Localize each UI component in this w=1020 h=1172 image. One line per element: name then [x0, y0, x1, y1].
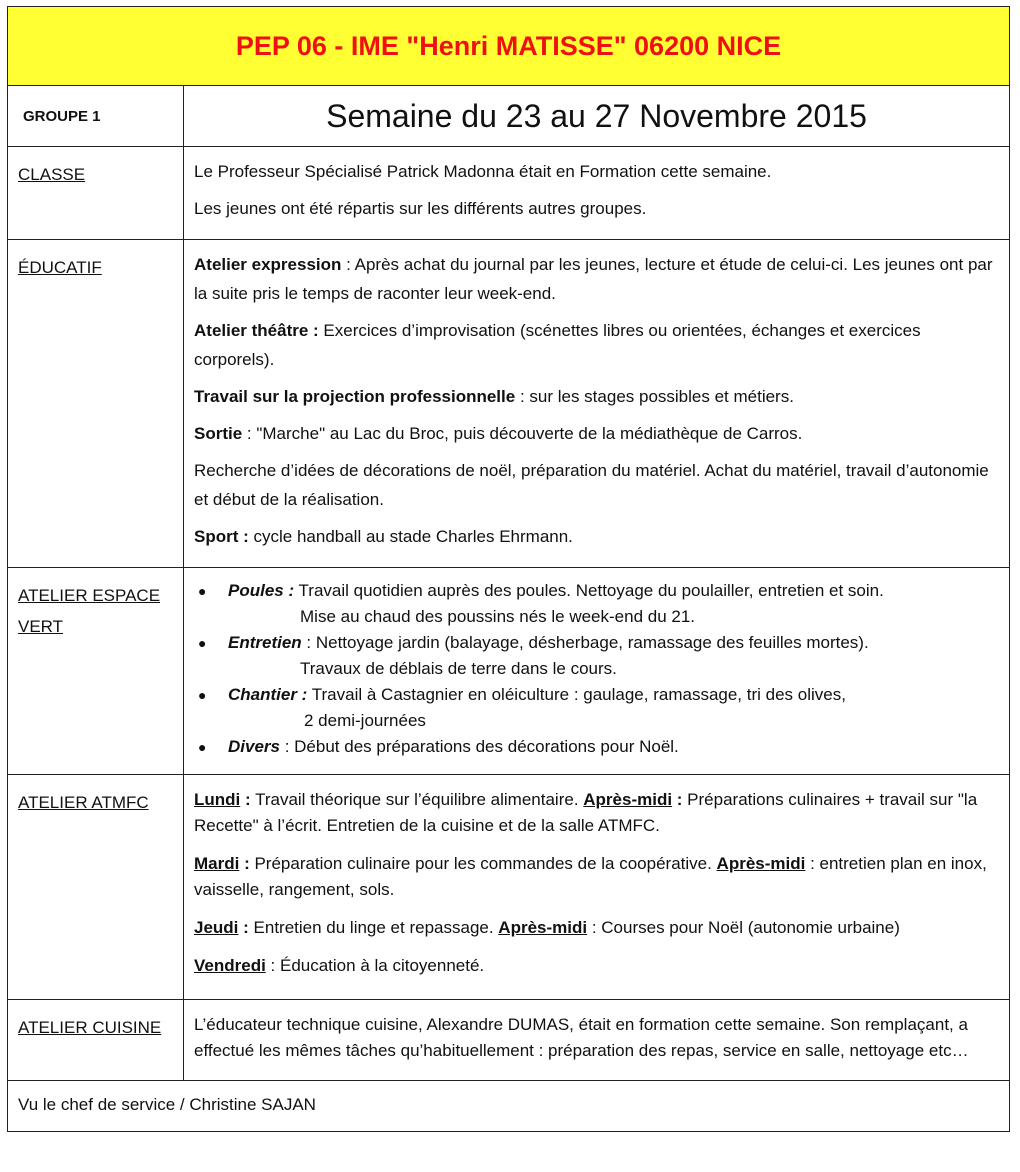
item-text: : sur les stages possibles et métiers. [515, 387, 794, 406]
item-heading: Sport : [194, 527, 249, 546]
day-text: Entretien du linge et repassage. [248, 918, 499, 937]
list-item [194, 578, 999, 630]
item-text: Travail quotidien auprès des poules. Nettoyage du poulailler, entretien et soin. [294, 581, 884, 600]
educatif-item [194, 419, 999, 448]
cuisine-text: L’éducateur technique cuisine, Alexandre DUMAS, était en formation cette semaine. Son remplaçant, a effectué les mêmes tâches qu’habituellement : préparation des repas, service en salle, nettoyage etc… [194, 1015, 969, 1060]
week-cell [184, 86, 1010, 147]
day-label: Jeudi [194, 918, 239, 937]
group-cell [8, 86, 184, 147]
item-text: : Après achat du journal par les jeunes, lecture et étude de celui-ci. Les jeunes ont par la suite pris le temps de raconter leur week-end. [194, 255, 993, 303]
educatif-label: ÉDUCATIF [18, 258, 102, 277]
item-heading: Atelier expression [194, 255, 342, 274]
day-label: Mardi [194, 854, 240, 873]
cuisine-label-cell [8, 1000, 184, 1081]
item-heading: Atelier théâtre : [194, 321, 319, 340]
report-sheet [7, 6, 1010, 1132]
day-text: : Éducation à la citoyenneté. [265, 956, 485, 975]
classe-line: Les jeunes ont été répartis sur les différents autres groupes. [194, 199, 647, 218]
educatif-content [184, 240, 1010, 568]
bullet-icon: ● [198, 687, 207, 703]
item-continuation: 2 demi-journées [304, 711, 426, 730]
espace-vert-label: ATELIER ESPACE VERT [18, 586, 161, 636]
group-label: GROUPE 1 [23, 107, 101, 125]
bullet-icon: ● [198, 739, 207, 755]
cuisine-label: ATELIER CUISINE [18, 1018, 162, 1037]
atmfc-day-entry: Mardi : Préparation culinaire pour les commandes de la coopérative. Après-midi : entretien plan en inox, vaisselle, rangement, sols. [194, 854, 987, 899]
list-item [194, 734, 999, 760]
row-educatif [8, 240, 1010, 568]
afternoon-label: Après-midi [716, 854, 806, 873]
afternoon-text: : Courses pour Noël (autonomie urbaine) [587, 918, 900, 937]
atmfc-day-entry: Jeudi : Entretien du linge et repassage. Après-midi : Courses pour Noël (autonomie urbaine) [194, 918, 900, 937]
atmfc-day-entry [194, 953, 999, 979]
row-classe [8, 147, 1010, 240]
educatif-item [194, 522, 999, 551]
day-label: Lundi [194, 790, 241, 809]
item-text: cycle handball au stade Charles Ehrmann. [248, 527, 573, 546]
item-heading: Entretien [228, 633, 302, 652]
atmfc-day-entry: Lundi : Travail théorique sur l’équilibre alimentaire. Après-midi : Préparations culinaires + travail sur "la Recette" à l’écrit. Entretien de la cuisine et de la salle ATMFC. [194, 790, 978, 835]
educatif-item [194, 456, 999, 514]
classe-label: CLASSE [18, 165, 86, 184]
item-text: Travail à Castagnier en oléiculture : gaulage, ramassage, tri des olives, [307, 685, 846, 704]
signature-cell [8, 1081, 1010, 1132]
list-item [194, 682, 999, 734]
item-text: : "Marche" au Lac du Broc, puis découverte de la médiathèque de Carros. [242, 424, 803, 443]
item-heading: Divers [228, 737, 280, 756]
cuisine-content [184, 1000, 1010, 1081]
atmfc-label: ATELIER ATMFC [18, 793, 149, 812]
item-continuation: Travaux de déblais de terre dans le cours. [300, 659, 617, 678]
row-cuisine [8, 1000, 1010, 1081]
item-continuation: Mise au chaud des poussins nés le week-end du 21. [300, 607, 696, 626]
bullet-icon: ● [198, 583, 207, 599]
educatif-label-cell [8, 240, 184, 568]
day-text: Travail théorique sur l’équilibre alimentaire. [250, 790, 584, 809]
week-heading: Semaine du 23 au 27 Novembre 2015 [326, 97, 867, 134]
weekly-report-table [7, 6, 1010, 1132]
afternoon-label: Après-midi [583, 790, 673, 809]
item-heading: Travail sur la projection professionnelle [194, 387, 516, 406]
afternoon-text: Préparations culinaires + travail sur "la Recette" à l’écrit. Entretien de la cuisine et de la salle ATMFC. [194, 790, 978, 835]
day-label: Vendredi [194, 956, 266, 975]
espace-vert-label-cell [8, 568, 184, 775]
classe-label-cell [8, 147, 184, 240]
institution-title: PEP 06 - IME "Henri MATISSE" 06200 NICE [235, 30, 782, 61]
row-espace-vert [8, 568, 1010, 775]
educatif-item [194, 250, 999, 308]
atmfc-label-cell [8, 775, 184, 1000]
title-banner [8, 7, 1010, 86]
afternoon-label: Après-midi [498, 918, 588, 937]
educatif-item [194, 382, 999, 411]
item-heading: Chantier : [228, 685, 308, 704]
atmfc-content [184, 775, 1010, 1000]
list-item [194, 630, 999, 682]
espace-vert-content [184, 568, 1010, 775]
classe-content [184, 147, 1010, 240]
item-heading: Poules : [228, 581, 295, 600]
item-text: : Nettoyage jardin (balayage, désherbage, ramassage des feuilles mortes). [301, 633, 869, 652]
item-heading: Sortie [194, 424, 243, 443]
espace-vert-list [194, 578, 999, 760]
item-text: : Début des préparations des décorations pour Noël. [279, 737, 679, 756]
row-atmfc [8, 775, 1010, 1000]
educatif-item [194, 316, 999, 374]
classe-line: Le Professeur Spécialisé Patrick Madonna était en Formation cette semaine. [194, 162, 772, 181]
day-text: Préparation culinaire pour les commandes de la coopérative. [249, 854, 717, 873]
afternoon-text: : entretien plan en inox, vaisselle, rangement, sols. [194, 854, 987, 899]
signature-line: Vu le chef de service / Christine SAJAN [18, 1095, 316, 1114]
bullet-icon: ● [198, 635, 207, 651]
item-text: Exercices d’improvisation (scénettes libres ou orientées, échanges et exercices corporels). [194, 321, 921, 369]
item-text: Recherche d’idées de décorations de noël, préparation du matériel. Achat du matériel, travail d’autonomie et début de la réalisation. [194, 461, 989, 509]
